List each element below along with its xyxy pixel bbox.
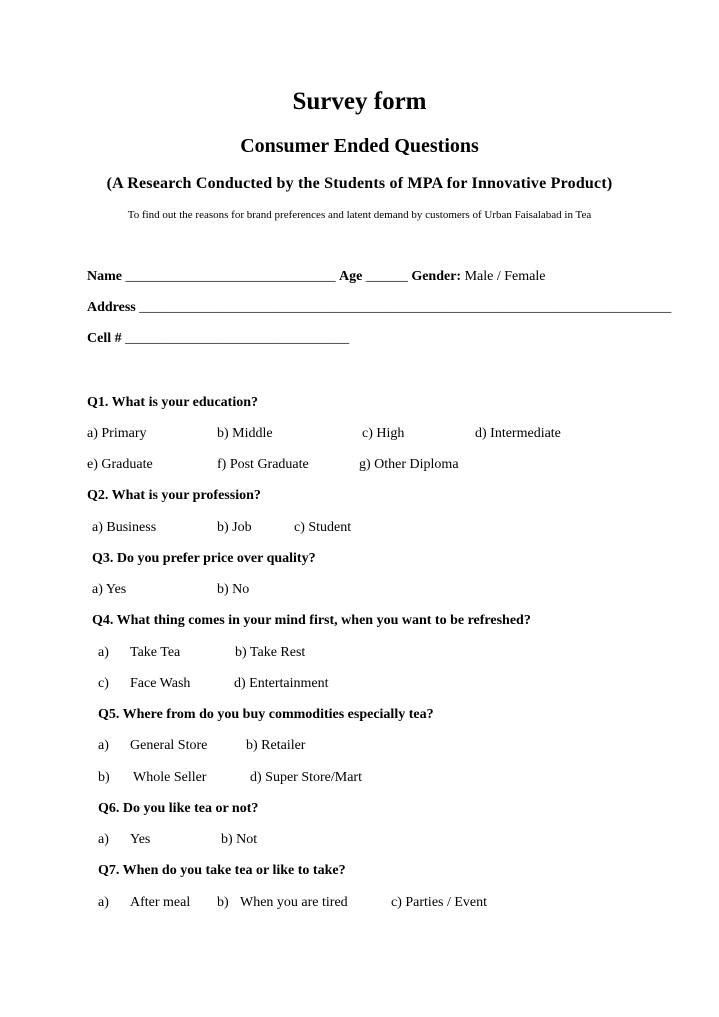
q5-option-a-marker: a) xyxy=(98,738,109,753)
q5-option-c-marker: b) xyxy=(98,770,110,785)
q7-option-c[interactable]: c) Parties / Event xyxy=(391,895,488,910)
q7-option-b[interactable]: When you are tired xyxy=(240,895,348,910)
gender-label: Gender: xyxy=(411,269,462,284)
address-label: Address xyxy=(87,300,136,315)
question-4: Q4. What thing comes in your mind first, when you want to be refreshed? xyxy=(92,613,531,628)
age-field[interactable]: ______ xyxy=(365,269,408,284)
q1-option-b[interactable]: b) Middle xyxy=(217,426,273,441)
q4-option-d[interactable]: d) Entertainment xyxy=(234,676,329,691)
q5-option-b[interactable]: b) Retailer xyxy=(246,738,306,753)
q5-option-a[interactable]: General Store xyxy=(130,738,208,753)
q3-option-b[interactable]: b) No xyxy=(217,582,250,597)
q6-option-a-marker: a) xyxy=(98,832,109,847)
q4-option-c[interactable]: Face Wash xyxy=(130,676,191,691)
q7-option-a[interactable]: After meal xyxy=(130,895,191,910)
q4-option-a-marker: a) xyxy=(98,645,109,660)
name-label: Name xyxy=(87,269,122,284)
question-6: Q6. Do you like tea or not? xyxy=(98,801,259,816)
q2-option-c[interactable]: c) Student xyxy=(294,520,352,535)
q5-option-c[interactable]: Whole Seller xyxy=(133,770,207,785)
research-note: (A Research Conducted by the Students of MPA for Innovative Product) xyxy=(106,175,613,192)
q3-option-a[interactable]: a) Yes xyxy=(92,582,127,597)
q4-option-b[interactable]: b) Take Rest xyxy=(235,645,306,660)
q2-option-b[interactable]: b) Job xyxy=(217,520,252,535)
name-age-gender-line xyxy=(87,269,545,285)
q1-option-c[interactable]: c) High xyxy=(362,426,405,441)
purpose-note: To find out the reasons for brand preferences and latent demand by customers of Urban Faisalabad in Tea xyxy=(127,209,592,221)
q7-option-b-marker: b) xyxy=(217,895,229,910)
address-line xyxy=(87,300,671,316)
question-5: Q5. Where from do you buy commodities especially tea? xyxy=(98,707,434,722)
q4-option-c-marker: c) xyxy=(98,676,109,691)
page-title: Survey form xyxy=(292,88,427,115)
question-7: Q7. When do you take tea or like to take? xyxy=(98,863,346,878)
question-1: Q1. What is your education? xyxy=(87,395,259,410)
name-field[interactable]: ______________________________ xyxy=(125,269,336,284)
gender-options[interactable]: Male / Female xyxy=(464,269,546,284)
page-subtitle: Consumer Ended Questions xyxy=(240,135,479,157)
q6-option-b[interactable]: b) Not xyxy=(221,832,258,847)
age-label: Age xyxy=(339,269,363,284)
q1-option-g[interactable]: g) Other Diploma xyxy=(359,457,459,472)
q2-option-a[interactable]: a) Business xyxy=(92,520,157,535)
question-2: Q2. What is your profession? xyxy=(87,488,261,503)
q6-option-a[interactable]: Yes xyxy=(130,832,151,847)
address-field[interactable]: ____________________________________________________________________________ xyxy=(139,300,672,315)
q4-option-a[interactable]: Take Tea xyxy=(130,645,181,660)
q5-option-d[interactable]: d) Super Store/Mart xyxy=(250,770,362,785)
cell-label: Cell # xyxy=(87,331,122,346)
question-3: Q3. Do you prefer price over quality? xyxy=(92,551,316,566)
q1-option-d[interactable]: d) Intermediate xyxy=(475,426,561,441)
q1-option-a[interactable]: a) Primary xyxy=(87,426,147,441)
q1-option-e[interactable]: e) Graduate xyxy=(87,457,153,472)
q1-option-f[interactable]: f) Post Graduate xyxy=(217,457,309,472)
cell-line xyxy=(87,331,349,347)
q7-option-a-marker: a) xyxy=(98,895,109,910)
cell-field[interactable]: ________________________________ xyxy=(125,331,350,346)
